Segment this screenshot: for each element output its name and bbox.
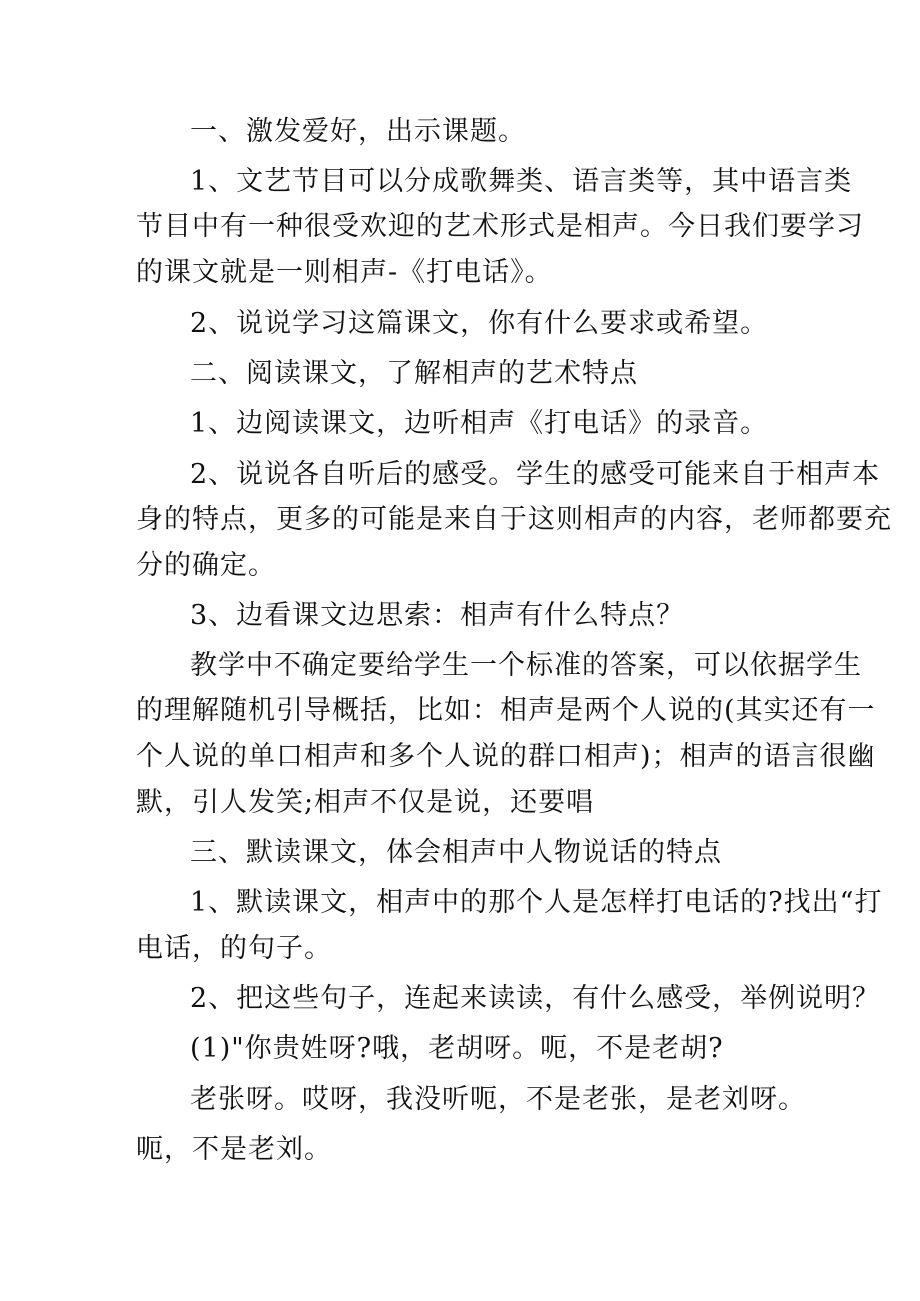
paragraph-line: 2、说说学习这篇课文，你有什么要求或希望。 <box>190 308 769 339</box>
paragraph-line: 身的特点，更多的可能是来自于这则相声的内容，老师都要充 <box>136 504 892 535</box>
paragraph-line: 2、把这些句子，连起来读读，有什么感受，举例说明？ <box>190 983 881 1014</box>
paragraph-line: 电话，的句子。 <box>136 933 332 964</box>
paragraph-line: 老张呀。哎呀，我没听呃，不是老张，是老刘呀。 <box>190 1084 806 1115</box>
paragraph-line: 3、边看课文边思索：相声有什么特点？ <box>190 600 685 631</box>
section-heading-3: 三、默读课文，体会相声中人物说话的特点 <box>190 837 722 868</box>
paragraph-line: (1)"你贵姓呀?哦，老胡呀。呃，不是老胡? <box>190 1033 724 1064</box>
section-heading-1: 一、激发爱好，出示课题。 <box>190 116 526 147</box>
paragraph-line: 的课文就是一则相声-《打电话》。 <box>136 257 553 288</box>
paragraph-line: 个人说的单口相声和多个人说的群口相声)；相声的语言很幽 <box>136 741 876 772</box>
paragraph-line: 默，引人发笑;相声不仅是说，还要唱 <box>136 787 595 818</box>
paragraph-line: 的理解随机引导概括，比如：相声是两个人说的(其实还有一 <box>136 695 876 726</box>
paragraph-line: 1、边阅读课文，边听相声《打电话》的录音。 <box>190 408 769 439</box>
section-heading-2: 二、阅读课文，了解相声的艺术特点 <box>190 358 638 389</box>
paragraph-line: 教学中不确定要给学生一个标准的答案，可以依据学生 <box>190 650 862 681</box>
paragraph-line: 呃，不是老刘。 <box>136 1134 332 1165</box>
paragraph-line: 1、文艺节目可以分成歌舞类、语言类等，其中语言类 <box>190 166 853 197</box>
paragraph-line: 分的确定。 <box>136 550 276 581</box>
paragraph-line: 1、默读课文，相声中的那个人是怎样打电话的?找出“打 <box>190 887 883 918</box>
paragraph-line: 2、说说各自听后的感受。学生的感受可能来自于相声本 <box>190 459 881 490</box>
paragraph-line: 节目中有一种很受欢迎的艺术形式是相声。今日我们要学习 <box>136 211 864 242</box>
